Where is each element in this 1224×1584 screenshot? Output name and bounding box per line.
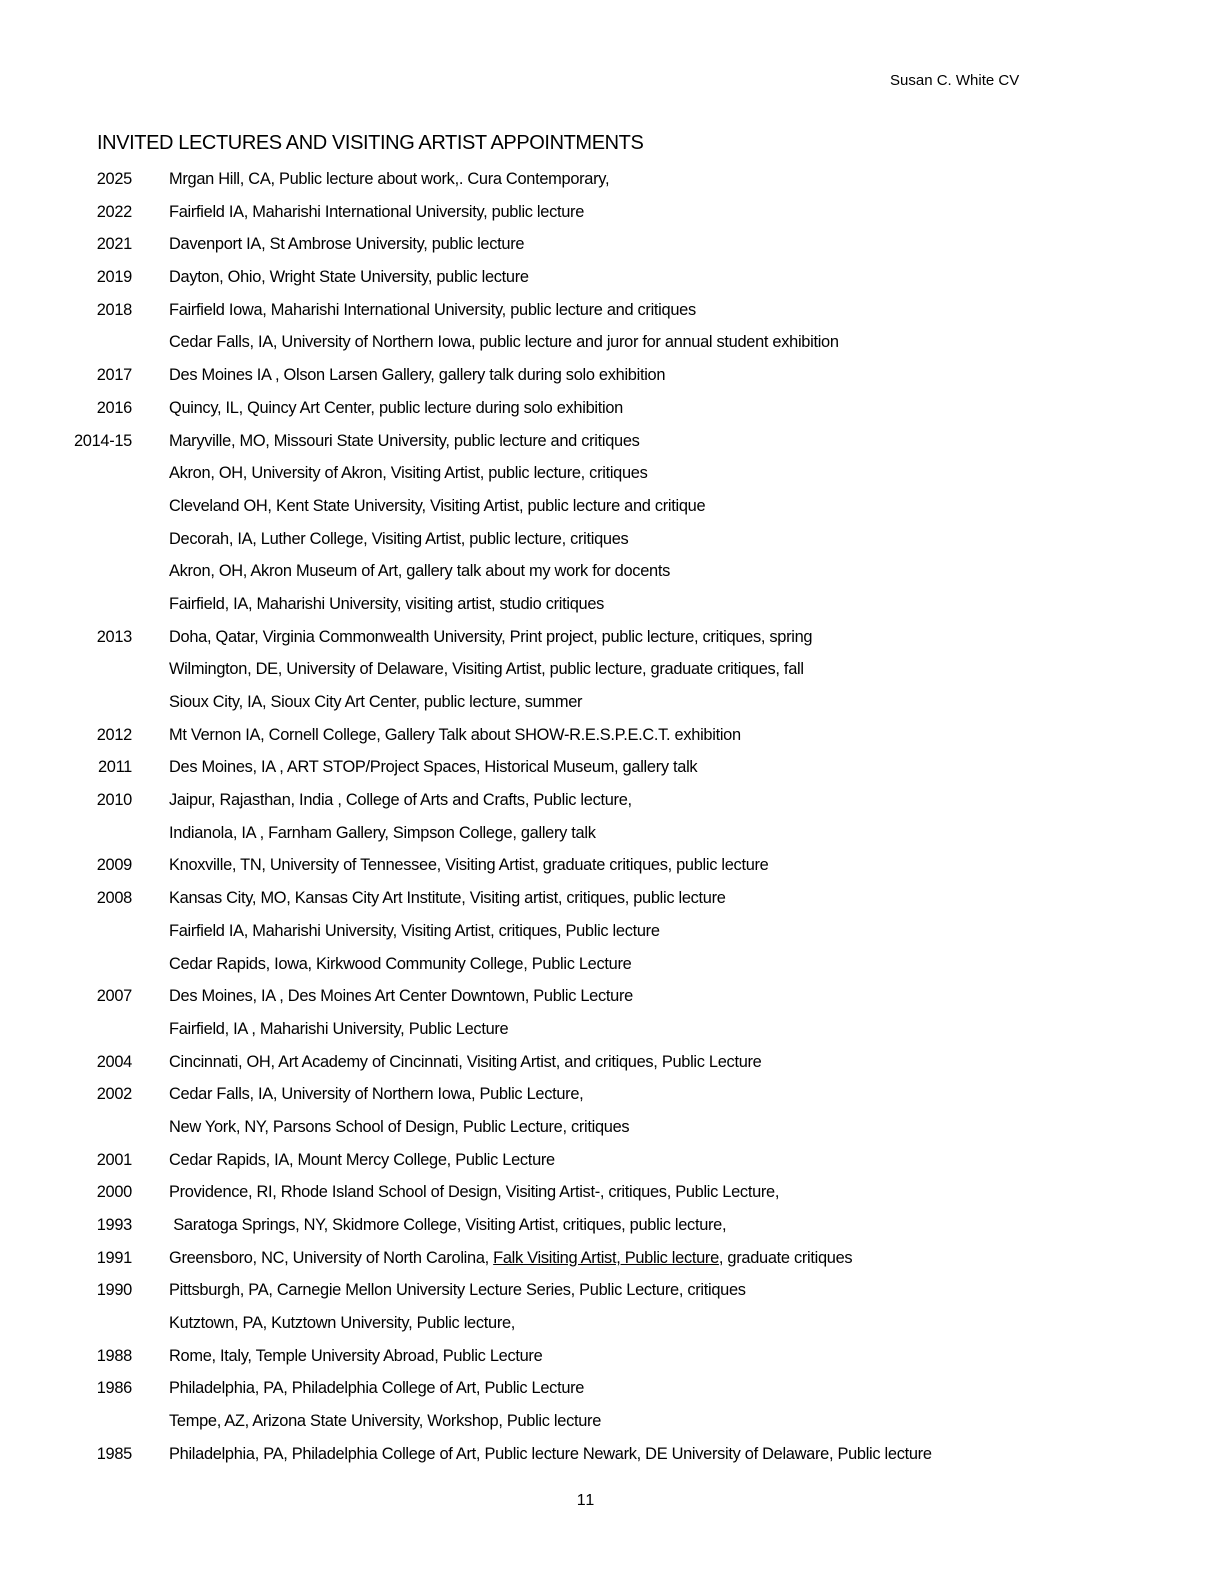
entry-year: 2012 xyxy=(96,725,132,744)
lecture-list xyxy=(0,163,1224,1471)
list-item xyxy=(0,1340,1224,1373)
entry-text xyxy=(169,555,670,588)
cv-header-name: Susan C. White CV xyxy=(890,72,1020,89)
entry-text xyxy=(169,523,628,556)
entry-text-main: Decorah, IA, Luther College, Visiting Artist, public lecture, critiques xyxy=(169,529,629,548)
entry-text xyxy=(169,261,529,294)
entry-year: 2019 xyxy=(96,268,132,287)
list-item xyxy=(0,228,1224,261)
list-item xyxy=(0,1372,1224,1405)
page-number: 11 xyxy=(576,1492,596,1509)
list-item xyxy=(0,1438,1224,1471)
entry-year: 2013 xyxy=(96,627,132,646)
entry-text-after: , graduate critiques xyxy=(718,1248,853,1267)
entry-year: 1993 xyxy=(96,1216,132,1234)
entry-text xyxy=(169,1405,601,1438)
list-item xyxy=(0,163,1224,196)
list-item xyxy=(0,261,1224,294)
entry-text-main: Sioux City, IA, Sioux City Art Center, public lecture, summer xyxy=(169,693,583,711)
entry-text xyxy=(169,686,582,719)
entry-text-underlined: Falk Visiting Artist, Public lecture xyxy=(493,1248,719,1267)
list-item xyxy=(0,849,1224,882)
entry-text-main: Philadelphia, PA, Philadelphia College of Art, Public lecture Newark, DE University of Delaware, Public lecture xyxy=(169,1444,932,1463)
entry-text xyxy=(169,1209,726,1242)
entry-text-main: Greensboro, NC, University of North Carolina, xyxy=(169,1248,494,1267)
list-item xyxy=(0,751,1224,784)
entry-text xyxy=(169,392,623,425)
list-item xyxy=(0,555,1224,588)
list-item xyxy=(0,621,1224,654)
entry-text xyxy=(169,1242,852,1275)
entry-text-main: Kansas City, MO, Kansas City Art Institute, Visiting artist, critiques, public lecture xyxy=(169,889,726,908)
entry-text xyxy=(169,1438,932,1471)
entry-text-main: Des Moines, IA , Des Moines Art Center Downtown, Public Lecture xyxy=(169,987,633,1006)
entry-text-main: Fairfield Iowa, Maharishi International University, public lecture and critiques xyxy=(169,300,696,319)
entry-text-main: Cincinnati, OH, Art Academy of Cincinnati, Visiting Artist, and critiques, Public Lecture xyxy=(169,1052,762,1071)
entry-year: 2001 xyxy=(96,1150,132,1169)
entry-year: 2018 xyxy=(96,300,132,319)
entry-text-main: Fairfield, IA, Maharishi University, visiting artist, studio critiques xyxy=(169,594,605,613)
list-item xyxy=(0,915,1224,948)
entry-year: 2007 xyxy=(96,987,132,1006)
entry-text-main: Jaipur, Rajasthan, India , College of Arts and Crafts, Public lecture, xyxy=(169,791,632,810)
entry-year: 2004 xyxy=(96,1052,132,1071)
entry-year: 2014-15 xyxy=(73,431,132,450)
entry-year: 2022 xyxy=(96,202,132,221)
entry-year: 2025 xyxy=(96,170,132,188)
entry-text-main: Fairfield, IA , Maharishi University, Public Lecture xyxy=(169,1019,509,1038)
list-item xyxy=(0,686,1224,719)
entry-text xyxy=(169,915,660,948)
entry-text xyxy=(169,425,640,458)
list-item xyxy=(0,1242,1224,1275)
entry-text xyxy=(169,294,696,327)
entry-text xyxy=(169,163,609,196)
entry-text-main: Des Moines IA , Olson Larsen Gallery, gallery talk during solo exhibition xyxy=(169,366,666,385)
list-item xyxy=(0,1078,1224,1111)
entry-text xyxy=(169,784,632,817)
list-item xyxy=(0,1111,1224,1144)
entry-text-main: Dayton, Ohio, Wright State University, public lecture xyxy=(169,268,529,287)
entry-text xyxy=(169,980,633,1013)
entry-text-main: Doha, Qatar, Virginia Commonwealth University, Print project, public lecture, critiques, spring xyxy=(169,627,813,646)
list-item xyxy=(0,719,1224,752)
list-item xyxy=(0,882,1224,915)
entry-text-main: Knoxville, TN, University of Tennessee, Visiting Artist, graduate critiques, public lecture xyxy=(169,856,769,875)
entry-text xyxy=(169,457,648,490)
entry-text-main: Maryville, MO, Missouri State University, public lecture and critiques xyxy=(169,431,640,450)
entry-year: 2021 xyxy=(96,235,132,254)
entry-year: 1988 xyxy=(96,1346,132,1365)
entry-text-main: Akron, OH, University of Akron, Visiting Artist, public lecture, critiques xyxy=(169,464,648,483)
list-item xyxy=(0,1307,1224,1340)
entry-text-main: Providence, RI, Rhode Island School of Design, Visiting Artist-, critiques, Public Lecture, xyxy=(169,1183,780,1202)
entry-text xyxy=(169,588,604,621)
list-item xyxy=(0,784,1224,817)
entry-text-main: Fairfield IA, Maharishi University, Visiting Artist, critiques, Public lecture xyxy=(169,921,660,940)
list-item xyxy=(0,457,1224,490)
list-item xyxy=(0,196,1224,229)
entry-text-main: Cedar Rapids, IA, Mount Mercy College, Public Lecture xyxy=(169,1150,555,1169)
entry-text-main: Philadelphia, PA, Philadelphia College of Art, Public Lecture xyxy=(169,1379,585,1398)
entry-text-main: Akron, OH, Akron Museum of Art, gallery talk about my work for docents xyxy=(169,562,670,581)
entry-year: 2000 xyxy=(96,1183,132,1202)
entry-text-main: Fairfield IA, Maharishi International University, public lecture xyxy=(169,202,585,221)
list-item xyxy=(0,359,1224,392)
entry-year: 1985 xyxy=(96,1444,132,1463)
entry-text-main: Cleveland OH, Kent State University, Visiting Artist, public lecture and critique xyxy=(169,496,706,515)
entry-text xyxy=(169,1340,542,1373)
entry-year: 1991 xyxy=(96,1248,132,1267)
entry-text-main: Davenport IA, St Ambrose University, public lecture xyxy=(169,235,525,254)
entry-text-main: Mrgan Hill, CA, Public lecture about work,. Cura Contemporary, xyxy=(169,170,610,188)
entry-text-main: Saratoga Springs, NY, Skidmore College, Visiting Artist, critiques, public lecture, xyxy=(169,1216,727,1234)
entry-text-main: Pittsburgh, PA, Carnegie Mellon University Lecture Series, Public Lecture, critiques xyxy=(169,1281,746,1300)
entry-text xyxy=(169,849,769,882)
list-item xyxy=(0,1209,1224,1242)
entry-text xyxy=(169,1046,762,1079)
entry-text xyxy=(169,1176,779,1209)
entry-year: 2010 xyxy=(96,791,132,810)
entry-text xyxy=(169,1307,515,1340)
entry-text-main: Cedar Falls, IA, University of Northern Iowa, Public Lecture, xyxy=(169,1085,584,1104)
entry-text-main: Des Moines, IA , ART STOP/Project Spaces, Historical Museum, gallery talk xyxy=(169,758,698,777)
entry-text-main: Wilmington, DE, University of Delaware, Visiting Artist, public lecture, graduate critiques, fall xyxy=(169,660,804,679)
entry-text xyxy=(169,1111,629,1144)
entry-year: 1990 xyxy=(96,1281,132,1300)
entry-text-main: Cedar Falls, IA, University of Northern Iowa, public lecture and juror for annual student exhibition xyxy=(169,333,839,352)
entry-text xyxy=(169,882,726,915)
list-item xyxy=(0,1405,1224,1438)
entry-text-main: Mt Vernon IA, Cornell College, Gallery Talk about SHOW-R.E.S.P.E.C.T. exhibition xyxy=(169,725,741,744)
entry-text xyxy=(169,326,839,359)
list-item xyxy=(0,1013,1224,1046)
entry-text-main: Cedar Rapids, Iowa, Kirkwood Community College, Public Lecture xyxy=(169,954,632,973)
list-item xyxy=(0,653,1224,686)
entry-year: 2002 xyxy=(96,1085,132,1104)
entry-year: 2016 xyxy=(96,398,132,417)
list-item xyxy=(0,326,1224,359)
entry-text xyxy=(169,1144,555,1177)
entry-text xyxy=(169,653,804,686)
list-item xyxy=(0,948,1224,981)
entry-text xyxy=(169,196,584,229)
list-item xyxy=(0,392,1224,425)
list-item xyxy=(0,1274,1224,1307)
entry-text-main: Tempe, AZ, Arizona State University, Workshop, Public lecture xyxy=(169,1412,602,1431)
entry-year: 2009 xyxy=(96,856,132,875)
list-item xyxy=(0,523,1224,556)
entry-text-main: Quincy, IL, Quincy Art Center, public lecture during solo exhibition xyxy=(169,398,623,417)
entry-text xyxy=(169,1372,584,1405)
entry-text xyxy=(169,719,741,752)
entry-text xyxy=(169,948,631,981)
entry-text xyxy=(169,490,705,523)
entry-text-main: Indianola, IA , Farnham Gallery, Simpson College, gallery talk xyxy=(169,823,596,842)
section-title: INVITED LECTURES AND VISITING ARTIST APPOINTMENTS xyxy=(97,132,644,154)
entry-text xyxy=(169,817,596,850)
entry-year: 1986 xyxy=(96,1379,132,1398)
entry-text xyxy=(169,1274,746,1307)
entry-text xyxy=(169,621,812,654)
list-item xyxy=(0,1046,1224,1079)
list-item xyxy=(0,1144,1224,1177)
list-item xyxy=(0,425,1224,458)
entry-year: 2017 xyxy=(96,366,132,385)
entry-text xyxy=(169,1013,508,1046)
list-item xyxy=(0,294,1224,327)
entry-text-main: Rome, Italy, Temple University Abroad, Public Lecture xyxy=(169,1346,543,1365)
list-item xyxy=(0,980,1224,1013)
list-item xyxy=(0,817,1224,850)
list-item xyxy=(0,490,1224,523)
entry-text xyxy=(169,1078,583,1111)
entry-text xyxy=(169,228,524,261)
entry-text xyxy=(169,359,665,392)
entry-text-main: Kutztown, PA, Kutztown University, Public lecture, xyxy=(169,1314,516,1333)
list-item xyxy=(0,1176,1224,1209)
list-item xyxy=(0,588,1224,621)
entry-text xyxy=(169,751,697,784)
entry-text-main: New York, NY, Parsons School of Design, Public Lecture, critiques xyxy=(169,1117,630,1136)
entry-year: 2011 xyxy=(97,758,132,777)
entry-year: 2008 xyxy=(96,889,132,908)
